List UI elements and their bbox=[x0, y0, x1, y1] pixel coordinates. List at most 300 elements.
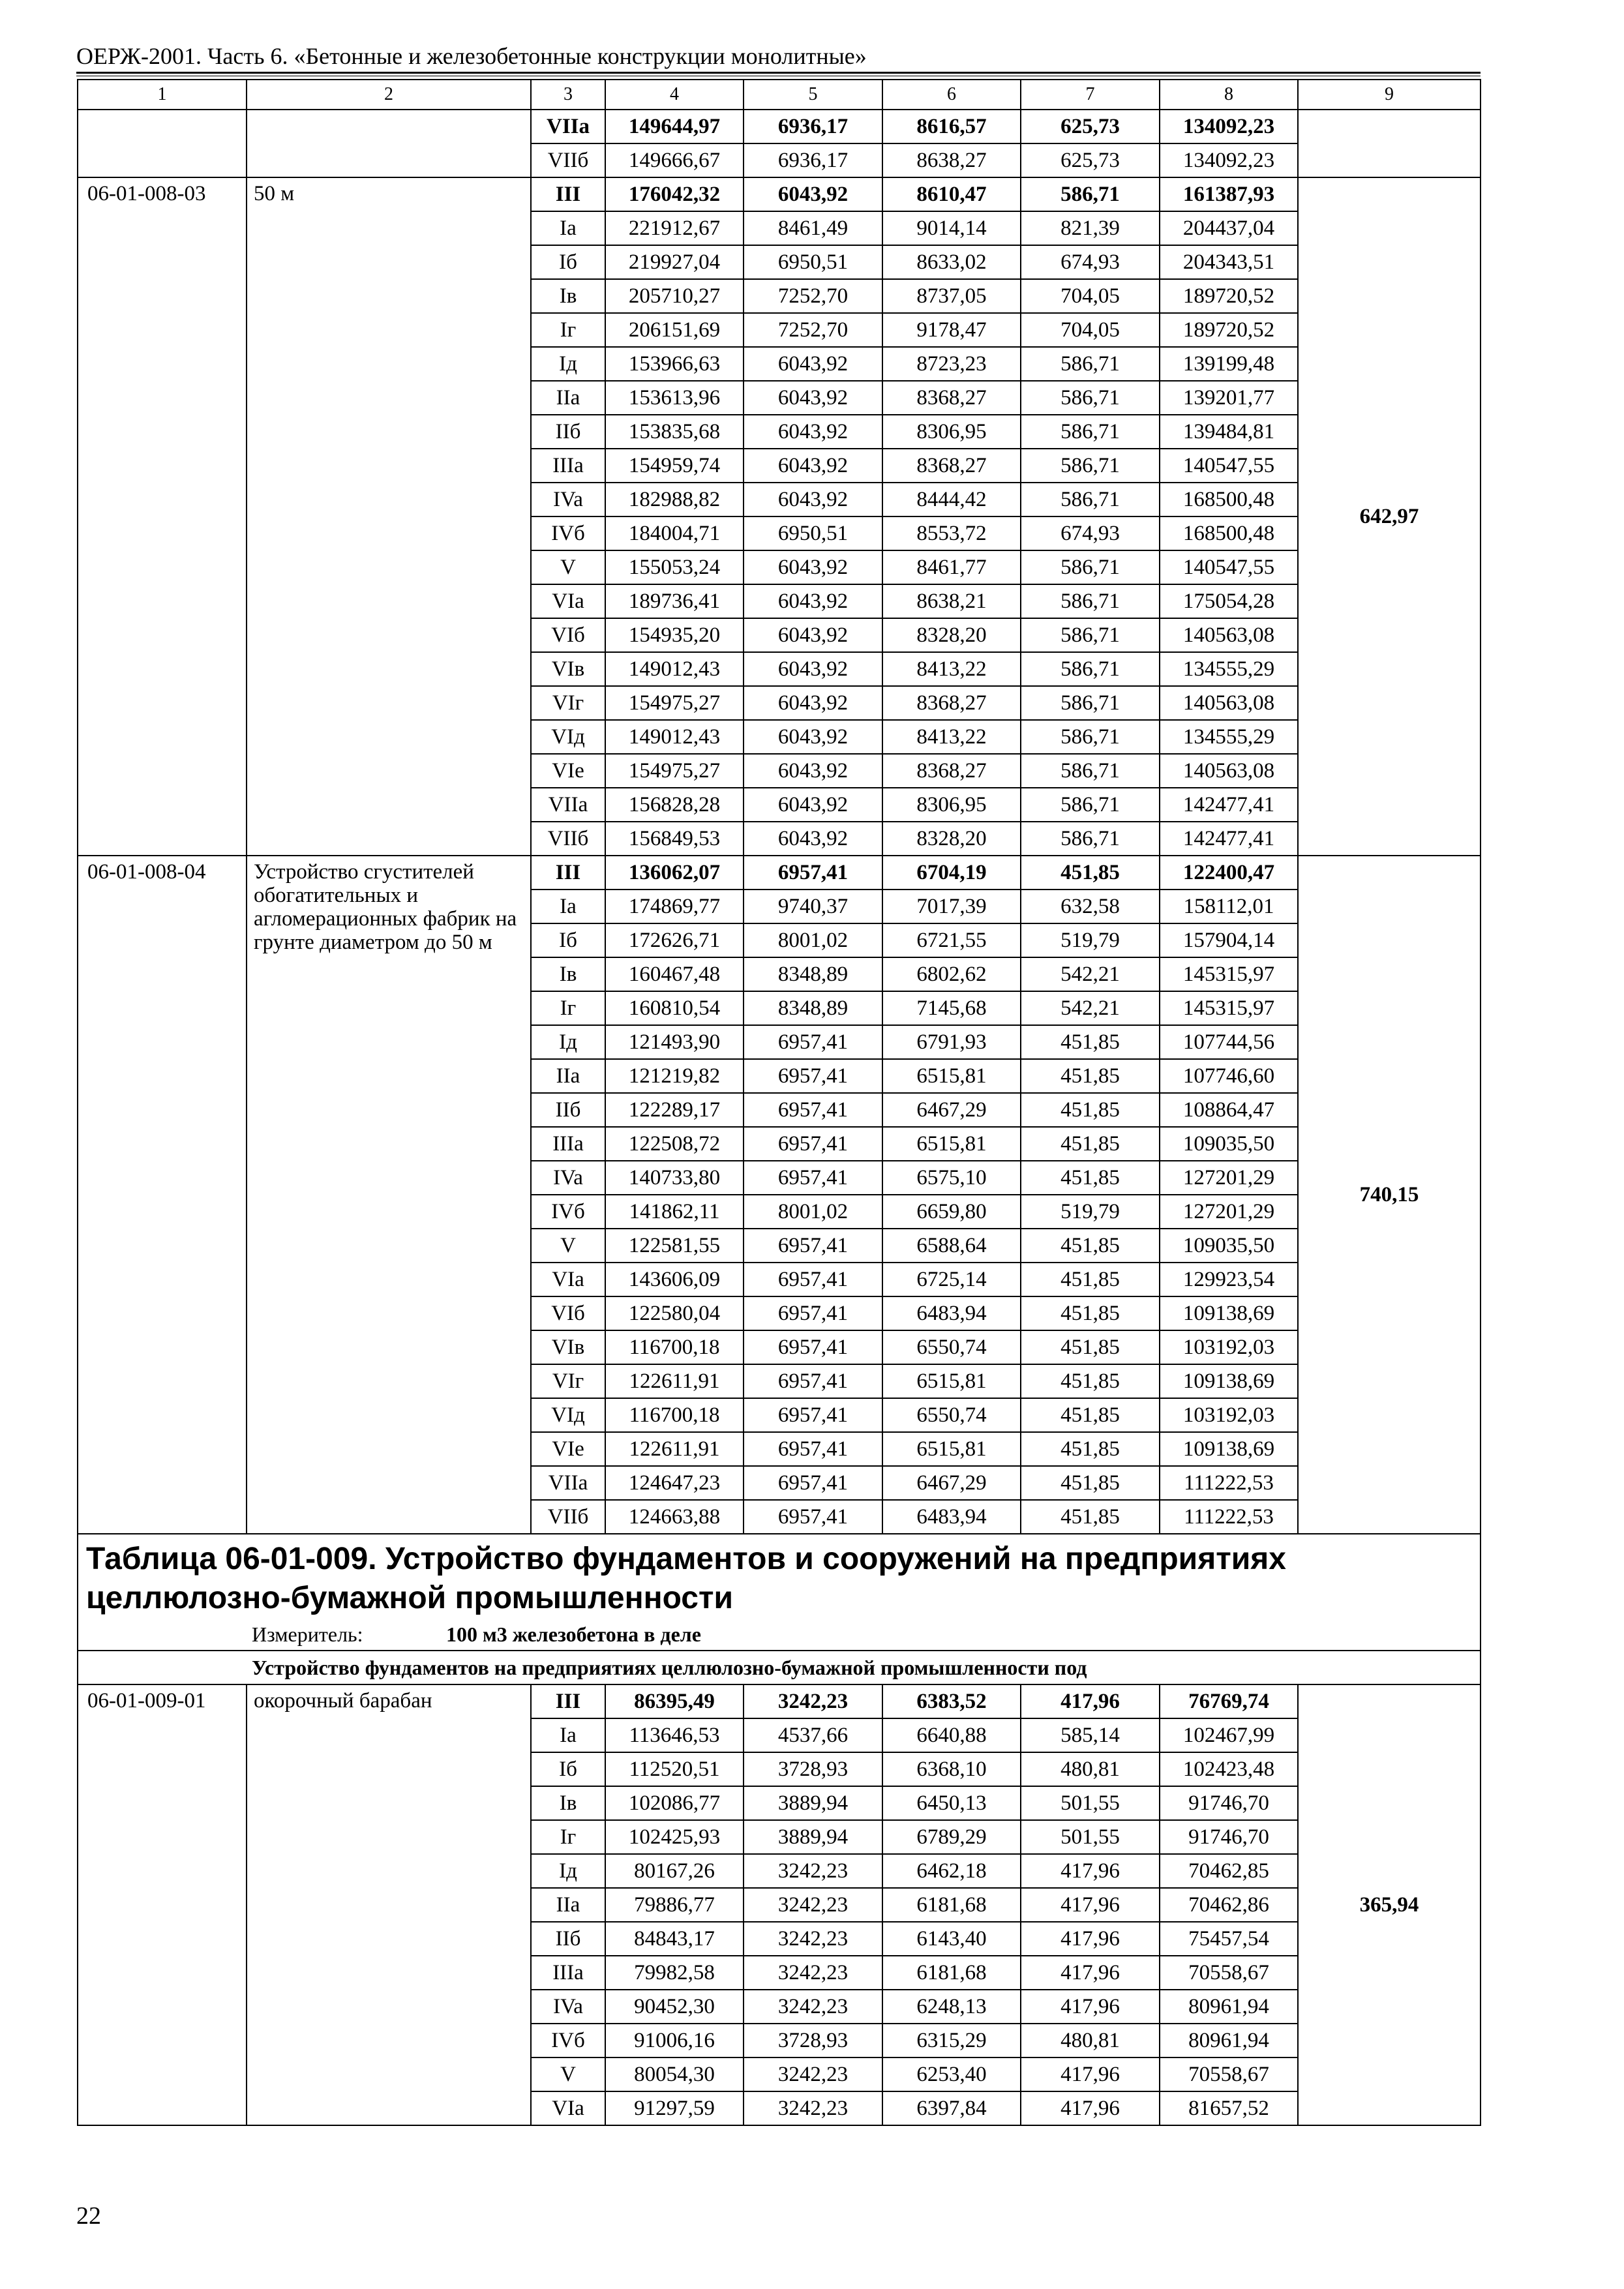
zone-cell: Iд bbox=[531, 1854, 605, 1888]
zone-cell: Iд bbox=[531, 347, 605, 381]
direct-cost-cell: 79886,77 bbox=[605, 1888, 744, 1922]
machinist-wages-cell: 586,71 bbox=[1021, 686, 1160, 720]
machinist-wages-cell: 451,85 bbox=[1021, 1330, 1160, 1364]
machinist-wages-cell: 586,71 bbox=[1021, 415, 1160, 449]
materials-cell: 175054,28 bbox=[1160, 584, 1298, 618]
work-name-cell: Устройство сгустителей обогатительных и агломерационных фабрик на грунте диаметром до 50 м bbox=[247, 856, 531, 1534]
rate-code-cell: 06-01-008-04 bbox=[78, 856, 247, 1534]
zone-cell: Iг bbox=[531, 991, 605, 1025]
direct-cost-cell: 155053,24 bbox=[605, 550, 744, 584]
zone-cell: VIe bbox=[531, 754, 605, 788]
wages-cell: 6043,92 bbox=[744, 822, 882, 856]
wages-cell: 8348,89 bbox=[744, 991, 882, 1025]
zone-cell: VIб bbox=[531, 1296, 605, 1330]
wages-cell: 6957,41 bbox=[744, 1432, 882, 1466]
measure-cell bbox=[78, 1618, 1481, 1651]
materials-cell: 70462,86 bbox=[1160, 1888, 1298, 1922]
wages-cell: 6950,51 bbox=[744, 245, 882, 279]
wages-cell: 3242,23 bbox=[744, 1956, 882, 1990]
materials-cell: 70462,85 bbox=[1160, 1854, 1298, 1888]
zone-cell: VIa bbox=[531, 2091, 605, 2125]
zone-cell: Ia bbox=[531, 211, 605, 245]
rates-table bbox=[77, 79, 1481, 2126]
machines-cell: 8306,95 bbox=[882, 788, 1021, 822]
materials-cell: 168500,48 bbox=[1160, 483, 1298, 516]
direct-cost-cell: 124647,23 bbox=[605, 1466, 744, 1500]
wages-cell: 6957,41 bbox=[744, 1229, 882, 1263]
machinist-wages-cell: 821,39 bbox=[1021, 211, 1160, 245]
direct-cost-cell: 154975,27 bbox=[605, 754, 744, 788]
machines-cell: 6315,29 bbox=[882, 2024, 1021, 2057]
machines-cell: 8328,20 bbox=[882, 822, 1021, 856]
materials-cell: 189720,52 bbox=[1160, 279, 1298, 313]
work-name-cell: окорочный барабан bbox=[247, 1684, 531, 2125]
table-row bbox=[78, 177, 1481, 211]
machinist-wages-cell: 451,85 bbox=[1021, 1229, 1160, 1263]
work-name-cell: 50 м bbox=[247, 177, 531, 856]
materials-cell: 76769,74 bbox=[1160, 1684, 1298, 1718]
direct-cost-cell: 122611,91 bbox=[605, 1432, 744, 1466]
zone-cell: VIIб bbox=[531, 1500, 605, 1534]
measure-value: 100 м3 железобетона в деле bbox=[446, 1622, 701, 1646]
work-name-cell bbox=[247, 110, 531, 177]
materials-cell: 140547,55 bbox=[1160, 550, 1298, 584]
materials-cell: 109138,69 bbox=[1160, 1296, 1298, 1330]
machines-cell: 8306,95 bbox=[882, 415, 1021, 449]
column-number-row bbox=[78, 80, 1481, 110]
machines-cell: 6791,93 bbox=[882, 1025, 1021, 1059]
machinist-wages-cell: 480,81 bbox=[1021, 2024, 1160, 2057]
column-number: 8 bbox=[1160, 80, 1298, 110]
materials-cell: 127201,29 bbox=[1160, 1195, 1298, 1229]
wages-cell: 6043,92 bbox=[744, 177, 882, 211]
machinist-wages-cell: 417,96 bbox=[1021, 1854, 1160, 1888]
subheading-row bbox=[78, 1651, 1481, 1684]
zone-cell: IIa bbox=[531, 1059, 605, 1093]
wages-cell: 3242,23 bbox=[744, 1990, 882, 2024]
wages-cell: 8348,89 bbox=[744, 957, 882, 991]
wages-cell: 6957,41 bbox=[744, 1127, 882, 1161]
wages-cell: 6957,41 bbox=[744, 1500, 882, 1534]
machines-cell: 6550,74 bbox=[882, 1398, 1021, 1432]
direct-cost-cell: 122580,04 bbox=[605, 1296, 744, 1330]
machines-cell: 8737,05 bbox=[882, 279, 1021, 313]
wages-cell: 3242,23 bbox=[744, 1684, 882, 1718]
materials-cell: 140563,08 bbox=[1160, 686, 1298, 720]
direct-cost-cell: 174869,77 bbox=[605, 890, 744, 923]
table-row bbox=[78, 856, 1481, 890]
materials-cell: 109035,50 bbox=[1160, 1127, 1298, 1161]
machines-cell: 6450,13 bbox=[882, 1786, 1021, 1820]
materials-cell: 108864,47 bbox=[1160, 1093, 1298, 1127]
machines-cell: 8461,77 bbox=[882, 550, 1021, 584]
wages-cell: 6043,92 bbox=[744, 415, 882, 449]
direct-cost-cell: 182988,82 bbox=[605, 483, 744, 516]
column-number: 3 bbox=[531, 80, 605, 110]
zone-cell: IIб bbox=[531, 415, 605, 449]
materials-cell: 109138,69 bbox=[1160, 1364, 1298, 1398]
rate-code-cell bbox=[78, 110, 247, 177]
zone-cell: IVб bbox=[531, 516, 605, 550]
zone-cell: VIд bbox=[531, 1398, 605, 1432]
machinist-wages-cell: 451,85 bbox=[1021, 1296, 1160, 1330]
machines-cell: 6725,14 bbox=[882, 1263, 1021, 1296]
wages-cell: 3242,23 bbox=[744, 1922, 882, 1956]
zone-cell: IIa bbox=[531, 381, 605, 415]
machinist-wages-cell: 501,55 bbox=[1021, 1820, 1160, 1854]
machinist-wages-cell: 704,05 bbox=[1021, 279, 1160, 313]
machinist-wages-cell: 451,85 bbox=[1021, 1364, 1160, 1398]
materials-cell: 80961,94 bbox=[1160, 1990, 1298, 2024]
materials-cell: 81657,52 bbox=[1160, 2091, 1298, 2125]
direct-cost-cell: 112520,51 bbox=[605, 1752, 744, 1786]
direct-cost-cell: 153966,63 bbox=[605, 347, 744, 381]
wages-cell: 6957,41 bbox=[744, 1296, 882, 1330]
machinist-wages-cell: 586,71 bbox=[1021, 618, 1160, 652]
labor-cost-cell: 740,15 bbox=[1298, 856, 1481, 1534]
machinist-wages-cell: 519,79 bbox=[1021, 1195, 1160, 1229]
machinist-wages-cell: 586,71 bbox=[1021, 788, 1160, 822]
materials-cell: 80961,94 bbox=[1160, 2024, 1298, 2057]
wages-cell: 6957,41 bbox=[744, 1025, 882, 1059]
zone-cell: IIIa bbox=[531, 1127, 605, 1161]
wages-cell: 6043,92 bbox=[744, 720, 882, 754]
wages-cell: 6957,41 bbox=[744, 1093, 882, 1127]
machinist-wages-cell: 586,71 bbox=[1021, 720, 1160, 754]
zone-cell: VIв bbox=[531, 652, 605, 686]
zone-cell: V bbox=[531, 550, 605, 584]
measure-row bbox=[78, 1618, 1481, 1651]
direct-cost-cell: 116700,18 bbox=[605, 1330, 744, 1364]
machinist-wages-cell: 451,85 bbox=[1021, 856, 1160, 890]
machinist-wages-cell: 451,85 bbox=[1021, 1432, 1160, 1466]
machines-cell: 6467,29 bbox=[882, 1466, 1021, 1500]
wages-cell: 3242,23 bbox=[744, 1854, 882, 1888]
materials-cell: 134092,23 bbox=[1160, 110, 1298, 143]
labor-cost-cell: 365,94 bbox=[1298, 1684, 1481, 2125]
column-number: 7 bbox=[1021, 80, 1160, 110]
page-header-title: ОЕРЖ-2001. Часть 6. «Бетонные и железобетонные конструкции монолитные» bbox=[76, 43, 867, 69]
direct-cost-cell: 154959,74 bbox=[605, 449, 744, 483]
materials-cell: 204437,04 bbox=[1160, 211, 1298, 245]
materials-cell: 109138,69 bbox=[1160, 1432, 1298, 1466]
direct-cost-cell: 84843,17 bbox=[605, 1922, 744, 1956]
materials-cell: 189720,52 bbox=[1160, 313, 1298, 347]
materials-cell: 103192,03 bbox=[1160, 1398, 1298, 1432]
direct-cost-cell: 205710,27 bbox=[605, 279, 744, 313]
machines-cell: 8553,72 bbox=[882, 516, 1021, 550]
column-number: 4 bbox=[605, 80, 744, 110]
materials-cell: 145315,97 bbox=[1160, 957, 1298, 991]
zone-cell: VIд bbox=[531, 720, 605, 754]
zone-cell: Ia bbox=[531, 890, 605, 923]
rates-table-body bbox=[78, 80, 1481, 2125]
machinist-wages-cell: 519,79 bbox=[1021, 923, 1160, 957]
machines-cell: 8413,22 bbox=[882, 652, 1021, 686]
zone-cell: Iв bbox=[531, 1786, 605, 1820]
wages-cell: 7252,70 bbox=[744, 279, 882, 313]
wages-cell: 6043,92 bbox=[744, 550, 882, 584]
materials-cell: 109035,50 bbox=[1160, 1229, 1298, 1263]
materials-cell: 111222,53 bbox=[1160, 1466, 1298, 1500]
machines-cell: 6143,40 bbox=[882, 1922, 1021, 1956]
machines-cell: 7145,68 bbox=[882, 991, 1021, 1025]
direct-cost-cell: 160467,48 bbox=[605, 957, 744, 991]
machines-cell: 8638,27 bbox=[882, 143, 1021, 177]
wages-cell: 3242,23 bbox=[744, 2091, 882, 2125]
wages-cell: 9740,37 bbox=[744, 890, 882, 923]
zone-cell: IIб bbox=[531, 1922, 605, 1956]
machinist-wages-cell: 417,96 bbox=[1021, 1990, 1160, 2024]
materials-cell: 102423,48 bbox=[1160, 1752, 1298, 1786]
zone-cell: III bbox=[531, 1684, 605, 1718]
machines-cell: 8368,27 bbox=[882, 686, 1021, 720]
direct-cost-cell: 176042,32 bbox=[605, 177, 744, 211]
direct-cost-cell: 221912,67 bbox=[605, 211, 744, 245]
direct-cost-cell: 153835,68 bbox=[605, 415, 744, 449]
zone-cell: Iб bbox=[531, 923, 605, 957]
column-number: 5 bbox=[744, 80, 882, 110]
machines-cell: 6515,81 bbox=[882, 1059, 1021, 1093]
machinist-wages-cell: 704,05 bbox=[1021, 313, 1160, 347]
materials-cell: 157904,14 bbox=[1160, 923, 1298, 957]
direct-cost-cell: 91297,59 bbox=[605, 2091, 744, 2125]
machines-cell: 6467,29 bbox=[882, 1093, 1021, 1127]
zone-cell: Ia bbox=[531, 1718, 605, 1752]
machinist-wages-cell: 451,85 bbox=[1021, 1161, 1160, 1195]
machines-cell: 8413,22 bbox=[882, 720, 1021, 754]
column-number: 6 bbox=[882, 80, 1021, 110]
wages-cell: 6936,17 bbox=[744, 110, 882, 143]
direct-cost-cell: 184004,71 bbox=[605, 516, 744, 550]
zone-cell: Iд bbox=[531, 1025, 605, 1059]
zone-cell: VIг bbox=[531, 686, 605, 720]
labor-cost-cell bbox=[1298, 110, 1481, 177]
machinist-wages-cell: 586,71 bbox=[1021, 550, 1160, 584]
materials-cell: 139484,81 bbox=[1160, 415, 1298, 449]
direct-cost-cell: 102086,77 bbox=[605, 1786, 744, 1820]
machines-cell: 6483,94 bbox=[882, 1296, 1021, 1330]
zone-cell: IIIa bbox=[531, 1956, 605, 1990]
section-title: Таблица 06-01-009. Устройство фундаментов и сооружений на предприятиях целлюлозно-бумажной промышленности bbox=[78, 1534, 1481, 1618]
materials-cell: 145315,97 bbox=[1160, 991, 1298, 1025]
wages-cell: 3242,23 bbox=[744, 1888, 882, 1922]
machines-cell: 6368,10 bbox=[882, 1752, 1021, 1786]
materials-cell: 75457,54 bbox=[1160, 1922, 1298, 1956]
wages-cell: 8461,49 bbox=[744, 211, 882, 245]
machinist-wages-cell: 586,71 bbox=[1021, 822, 1160, 856]
zone-cell: IIIa bbox=[531, 449, 605, 483]
machinist-wages-cell: 542,21 bbox=[1021, 957, 1160, 991]
direct-cost-cell: 149012,43 bbox=[605, 720, 744, 754]
wages-cell: 6936,17 bbox=[744, 143, 882, 177]
machinist-wages-cell: 586,71 bbox=[1021, 449, 1160, 483]
direct-cost-cell: 154935,20 bbox=[605, 618, 744, 652]
zone-cell: IVб bbox=[531, 2024, 605, 2057]
wages-cell: 6043,92 bbox=[744, 584, 882, 618]
materials-cell: 122400,47 bbox=[1160, 856, 1298, 890]
machinist-wages-cell: 625,73 bbox=[1021, 110, 1160, 143]
direct-cost-cell: 102425,93 bbox=[605, 1820, 744, 1854]
machines-cell: 6181,68 bbox=[882, 1956, 1021, 1990]
machines-cell: 8368,27 bbox=[882, 449, 1021, 483]
wages-cell: 6957,41 bbox=[744, 1059, 882, 1093]
direct-cost-cell: 124663,88 bbox=[605, 1500, 744, 1534]
machinist-wages-cell: 451,85 bbox=[1021, 1127, 1160, 1161]
direct-cost-cell: 122508,72 bbox=[605, 1127, 744, 1161]
direct-cost-cell: 121493,90 bbox=[605, 1025, 744, 1059]
machines-cell: 8723,23 bbox=[882, 347, 1021, 381]
direct-cost-cell: 189736,41 bbox=[605, 584, 744, 618]
wages-cell: 6957,41 bbox=[744, 856, 882, 890]
materials-cell: 127201,29 bbox=[1160, 1161, 1298, 1195]
direct-cost-cell: 90452,30 bbox=[605, 1990, 744, 2024]
direct-cost-cell: 136062,07 bbox=[605, 856, 744, 890]
machines-cell: 6515,81 bbox=[882, 1127, 1021, 1161]
table-subheading: Устройство фундаментов на предприятиях целлюлозно-бумажной промышленности под bbox=[78, 1651, 1481, 1684]
direct-cost-cell: 80054,30 bbox=[605, 2057, 744, 2091]
materials-cell: 134555,29 bbox=[1160, 720, 1298, 754]
wages-cell: 6950,51 bbox=[744, 516, 882, 550]
materials-cell: 140547,55 bbox=[1160, 449, 1298, 483]
machines-cell: 8633,02 bbox=[882, 245, 1021, 279]
direct-cost-cell: 154975,27 bbox=[605, 686, 744, 720]
machines-cell: 6550,74 bbox=[882, 1330, 1021, 1364]
wages-cell: 8001,02 bbox=[744, 1195, 882, 1229]
machinist-wages-cell: 586,71 bbox=[1021, 754, 1160, 788]
machinist-wages-cell: 451,85 bbox=[1021, 1466, 1160, 1500]
zone-cell: V bbox=[531, 1229, 605, 1263]
wages-cell: 6043,92 bbox=[744, 449, 882, 483]
materials-cell: 158112,01 bbox=[1160, 890, 1298, 923]
machines-cell: 6181,68 bbox=[882, 1888, 1021, 1922]
direct-cost-cell: 113646,53 bbox=[605, 1718, 744, 1752]
machines-cell: 7017,39 bbox=[882, 890, 1021, 923]
zone-cell: VIIб bbox=[531, 143, 605, 177]
zone-cell: IVб bbox=[531, 1195, 605, 1229]
direct-cost-cell: 149666,67 bbox=[605, 143, 744, 177]
wages-cell: 6043,92 bbox=[744, 754, 882, 788]
machines-cell: 8444,42 bbox=[882, 483, 1021, 516]
machinist-wages-cell: 417,96 bbox=[1021, 2057, 1160, 2091]
zone-cell: VIa bbox=[531, 1263, 605, 1296]
machinist-wages-cell: 586,71 bbox=[1021, 177, 1160, 211]
machinist-wages-cell: 585,14 bbox=[1021, 1718, 1160, 1752]
materials-cell: 103192,03 bbox=[1160, 1330, 1298, 1364]
measure-label: Измеритель: bbox=[252, 1622, 363, 1646]
direct-cost-cell: 140733,80 bbox=[605, 1161, 744, 1195]
machines-cell: 9014,14 bbox=[882, 211, 1021, 245]
materials-cell: 70558,67 bbox=[1160, 1956, 1298, 1990]
wages-cell: 7252,70 bbox=[744, 313, 882, 347]
zone-cell: VIIa bbox=[531, 110, 605, 143]
materials-cell: 107744,56 bbox=[1160, 1025, 1298, 1059]
zone-cell: VIв bbox=[531, 1330, 605, 1364]
zone-cell: IVa bbox=[531, 1161, 605, 1195]
zone-cell: Iв bbox=[531, 279, 605, 313]
zone-cell: Iв bbox=[531, 957, 605, 991]
machinist-wages-cell: 451,85 bbox=[1021, 1059, 1160, 1093]
wages-cell: 3242,23 bbox=[744, 2057, 882, 2091]
materials-cell: 102467,99 bbox=[1160, 1718, 1298, 1752]
machines-cell: 8610,47 bbox=[882, 177, 1021, 211]
materials-cell: 142477,41 bbox=[1160, 788, 1298, 822]
zone-cell: VIe bbox=[531, 1432, 605, 1466]
machinist-wages-cell: 480,81 bbox=[1021, 1752, 1160, 1786]
direct-cost-cell: 122611,91 bbox=[605, 1364, 744, 1398]
direct-cost-cell: 149644,97 bbox=[605, 110, 744, 143]
wages-cell: 3889,94 bbox=[744, 1786, 882, 1820]
zone-cell: III bbox=[531, 177, 605, 211]
zone-cell: IVa bbox=[531, 483, 605, 516]
wages-cell: 3728,93 bbox=[744, 1752, 882, 1786]
machines-cell: 6483,94 bbox=[882, 1500, 1021, 1534]
wages-cell: 6043,92 bbox=[744, 686, 882, 720]
machinist-wages-cell: 586,71 bbox=[1021, 584, 1160, 618]
wages-cell: 3728,93 bbox=[744, 2024, 882, 2057]
labor-cost-cell: 642,97 bbox=[1298, 177, 1481, 856]
zone-cell: VIIa bbox=[531, 1466, 605, 1500]
zone-cell: IIa bbox=[531, 1888, 605, 1922]
column-number: 2 bbox=[247, 80, 531, 110]
machinist-wages-cell: 586,71 bbox=[1021, 652, 1160, 686]
direct-cost-cell: 121219,82 bbox=[605, 1059, 744, 1093]
machines-cell: 6515,81 bbox=[882, 1364, 1021, 1398]
zone-cell: IVa bbox=[531, 1990, 605, 2024]
wages-cell: 6957,41 bbox=[744, 1466, 882, 1500]
direct-cost-cell: 153613,96 bbox=[605, 381, 744, 415]
machines-cell: 6640,88 bbox=[882, 1718, 1021, 1752]
header-rule bbox=[76, 72, 1481, 74]
direct-cost-cell: 172626,71 bbox=[605, 923, 744, 957]
machines-cell: 6659,80 bbox=[882, 1195, 1021, 1229]
machinist-wages-cell: 586,71 bbox=[1021, 483, 1160, 516]
direct-cost-cell: 156828,28 bbox=[605, 788, 744, 822]
machinist-wages-cell: 451,85 bbox=[1021, 1263, 1160, 1296]
machines-cell: 6588,64 bbox=[882, 1229, 1021, 1263]
zone-cell: VIб bbox=[531, 618, 605, 652]
machinist-wages-cell: 451,85 bbox=[1021, 1025, 1160, 1059]
wages-cell: 6957,41 bbox=[744, 1161, 882, 1195]
materials-cell: 142477,41 bbox=[1160, 822, 1298, 856]
rate-code-cell: 06-01-008-03 bbox=[78, 177, 247, 856]
machines-cell: 8638,21 bbox=[882, 584, 1021, 618]
zone-cell: IIб bbox=[531, 1093, 605, 1127]
materials-cell: 140563,08 bbox=[1160, 618, 1298, 652]
machinist-wages-cell: 417,96 bbox=[1021, 1922, 1160, 1956]
wages-cell: 3889,94 bbox=[744, 1820, 882, 1854]
materials-cell: 70558,67 bbox=[1160, 2057, 1298, 2091]
machinist-wages-cell: 501,55 bbox=[1021, 1786, 1160, 1820]
materials-cell: 107746,60 bbox=[1160, 1059, 1298, 1093]
direct-cost-cell: 80167,26 bbox=[605, 1854, 744, 1888]
direct-cost-cell: 149012,43 bbox=[605, 652, 744, 686]
direct-cost-cell: 86395,49 bbox=[605, 1684, 744, 1718]
direct-cost-cell: 206151,69 bbox=[605, 313, 744, 347]
direct-cost-cell: 160810,54 bbox=[605, 991, 744, 1025]
machines-cell: 6383,52 bbox=[882, 1684, 1021, 1718]
wages-cell: 6957,41 bbox=[744, 1398, 882, 1432]
direct-cost-cell: 219927,04 bbox=[605, 245, 744, 279]
wages-cell: 6043,92 bbox=[744, 347, 882, 381]
machines-cell: 6253,40 bbox=[882, 2057, 1021, 2091]
direct-cost-cell: 156849,53 bbox=[605, 822, 744, 856]
rate-code-cell: 06-01-009-01 bbox=[78, 1684, 247, 2125]
materials-cell: 134555,29 bbox=[1160, 652, 1298, 686]
wages-cell: 6043,92 bbox=[744, 381, 882, 415]
machines-cell: 8368,27 bbox=[882, 381, 1021, 415]
materials-cell: 168500,48 bbox=[1160, 516, 1298, 550]
